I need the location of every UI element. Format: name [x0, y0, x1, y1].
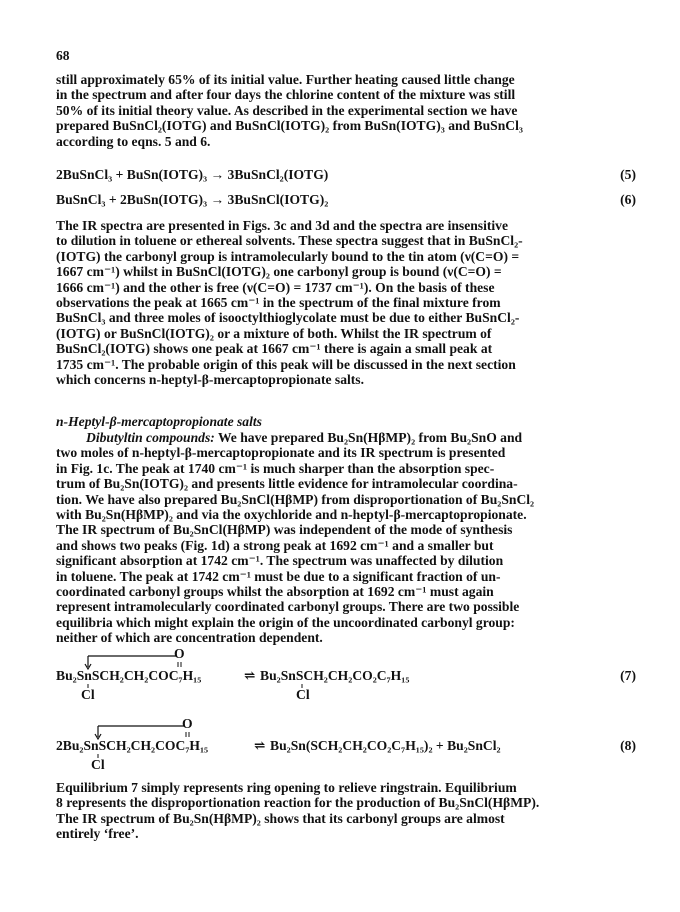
- equation-right: Bu₂Sn(SCH₂CH₂CO₂C₇H₁₅)₂ + Bu₂SnCl₂: [270, 738, 501, 753]
- text-line: prepared BuSnCl₂(IOTG) and BuSnCl(IOTG)₂ from BuSn(IOTG)₃ and BuSnCl₃: [56, 118, 523, 134]
- text-line: in the spectrum and after four days the chlorine content of the mixture was still: [56, 87, 516, 103]
- text-line: represent intramolecularly coordinated carbonyl groups. There are two possible: [56, 599, 520, 615]
- equation-number: (5): [620, 167, 636, 182]
- text-line-continuation: We have prepared Bu₂Sn(HβMP)₂ from Bu₂SnO and: [214, 430, 523, 445]
- text-line: 1735 cm⁻¹. The probable origin of this peak will be discussed in the next section: [56, 356, 516, 372]
- text-line: entirely ‘free’.: [56, 826, 139, 842]
- equation-number: (7): [620, 668, 636, 683]
- equation-7: [56, 646, 636, 702]
- equilibrium-arrow: ⇌: [244, 668, 256, 683]
- oxygen-label: O: [174, 646, 185, 661]
- section-heading: n-Heptyl-β-mercaptopropionate salts: [56, 414, 262, 429]
- text-line: observations the peak at 1665 cm⁻¹ in the spectrum of the final mixture from: [56, 295, 501, 311]
- text-line: neither of which are concentration dependent.: [56, 630, 323, 646]
- text-line: to dilution in toluene or ethereal solvents. These spectra suggest that in BuSnCl₂-: [56, 233, 523, 249]
- text-line: 1667 cm⁻¹) whilst in BuSnCl(IOTG)₂ one carbonyl group is bound (ν(C=O) =: [56, 264, 502, 280]
- text-line: The IR spectrum of Bu₂SnCl(HβMP) was independent of the mode of synthesis: [56, 522, 513, 538]
- text-line: according to eqns. 5 and 6.: [56, 133, 211, 149]
- text-line: 1666 cm⁻¹) and the other is free (ν(C=O) = 1737 cm⁻¹). On the basis of these: [56, 279, 495, 295]
- text-line: [56, 430, 636, 445]
- equation-number: (6): [620, 192, 636, 207]
- text-line: The IR spectra are presented in Figs. 3c and 3d and the spectra are insensitive: [56, 218, 508, 233]
- equation-number: (8): [620, 738, 636, 753]
- text-line: which concerns n-heptyl-β-mercaptopropionate salts.: [56, 372, 364, 388]
- equilibrium-arrow: ⇌: [254, 738, 266, 753]
- equation-5: [56, 167, 636, 183]
- page-number: 68: [56, 48, 70, 63]
- chlorine-label: Cl: [296, 687, 310, 702]
- equation-text: BuSnCl₃ + 2BuSn(IOTG)₃ → 3BuSnCl(IOTG)₂: [56, 192, 329, 207]
- equation-text: 2BuSnCl₃ + BuSn(IOTG)₃ → 3BuSnCl₂(IOTG): [56, 167, 329, 182]
- equation-8: [56, 716, 636, 772]
- text-line: in Fig. 1c. The peak at 1740 cm⁻¹ is much sharper than the absorption spec-: [56, 460, 495, 476]
- text-line: in toluene. The peak at 1742 cm⁻¹ must be due to a significant fraction of un-: [56, 568, 501, 584]
- subheading: Dibutyltin compounds:: [86, 430, 215, 445]
- oxygen-label: O: [182, 716, 193, 731]
- text-line: tion. We have also prepared Bu₂SnCl(HβMP) from disproportionation of Bu₂SnCl₂: [56, 491, 535, 507]
- text-line: BuSnCl₃ and three moles of isooctylthioglycolate must be due to either BuSnCl₂-: [56, 310, 520, 326]
- text-line: (IOTG) or BuSnCl(IOTG)₂ or a mixture of both. Whilst the IR spectrum of: [56, 325, 492, 341]
- equation-left: 2Bu₂SnSCH₂CH₂COC₇H₁₅: [56, 738, 209, 753]
- text-line: 50% of its initial theory value. As described in the experimental section we have: [56, 102, 518, 118]
- text-line: significant absorption at 1742 cm⁻¹. The spectrum was unaffected by dilution: [56, 553, 504, 569]
- text-line: still approximately 65% of its initial value. Further heating caused little change: [56, 72, 515, 87]
- chlorine-label: Cl: [91, 757, 105, 772]
- equation-right: Bu₂SnSCH₂CH₂CO₂C₇H₁₅: [260, 668, 410, 683]
- paragraph-bottom: [56, 780, 636, 842]
- text-line: Equilibrium 7 simply represents ring opening to relieve ringstrain. Equilibrium: [56, 780, 517, 795]
- text-line: BuSnCl₂(IOTG) shows one peak at 1667 cm⁻¹ there is again a small peak at: [56, 341, 493, 357]
- text-line: and shows two peaks (Fig. 1d) a strong peak at 1692 cm⁻¹ and a smaller but: [56, 537, 494, 553]
- paragraph-ir-spectra: [56, 218, 636, 387]
- text-line: (IOTG) the carbonyl group is intramolecularly bound to the tin atom (ν(C=O) =: [56, 248, 520, 264]
- paragraph-top: [56, 72, 636, 149]
- text-line: 8 represents the disproportionation reaction for the production of Bu₂SnCl(HβMP).: [56, 795, 540, 811]
- text-line: two moles of n-heptyl-β-mercaptopropionate and its IR spectrum is presented: [56, 445, 506, 461]
- equation-left: Bu₂SnSCH₂CH₂COC₇H₁₅: [56, 668, 202, 683]
- text-line: The IR spectrum of Bu₂Sn(HβMP)₂ shows that its carbonyl groups are almost: [56, 810, 505, 826]
- text-line: coordinated carbonyl groups whilst the absorption at 1692 cm⁻¹ must again: [56, 584, 494, 600]
- chlorine-label: Cl: [81, 687, 95, 702]
- text-line: with Bu₂Sn(HβMP)₂ and via the oxychloride and n-heptyl-β-mercaptopropionate.: [56, 507, 527, 523]
- text-line: trum of Bu₂Sn(IOTG)₂ and presents little evidence for intramolecular coordina-: [56, 476, 518, 492]
- equation-6: [56, 192, 636, 208]
- text-line: equilibria which might explain the origin of the uncoordinated carbonyl group:: [56, 614, 515, 630]
- paragraph-dibutyltin: [56, 430, 636, 646]
